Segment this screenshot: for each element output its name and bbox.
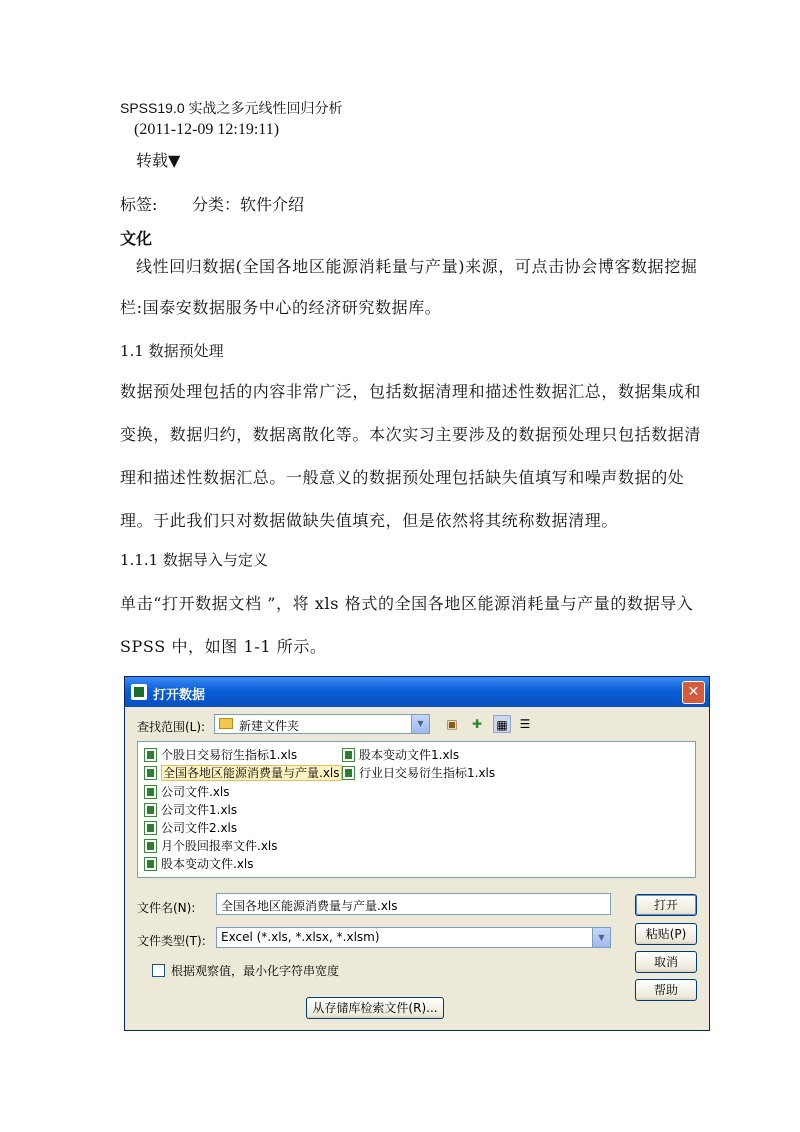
- list-item[interactable]: 公司文件2.xls: [144, 819, 237, 837]
- help-button[interactable]: 帮助: [635, 979, 697, 1001]
- new-folder-icon[interactable]: ✚: [471, 717, 483, 731]
- list-item[interactable]: 公司文件.xls: [144, 783, 230, 801]
- category-label: 分类：软件介绍: [192, 195, 305, 214]
- excel-file-icon: [144, 766, 157, 780]
- paragraph-line: 理和描述性数据汇总。一般意义的数据预处理包括缺失值填写和噪声数据的处: [120, 468, 685, 487]
- list-item[interactable]: 股本变动文件.xls: [144, 855, 254, 873]
- paragraph-line: 理。于此我们只对数据做缺失值填充，但是依然将其统称数据清理。: [120, 511, 619, 530]
- subsection-heading: 1.1.1 数据导入与定义: [120, 551, 268, 569]
- list-item[interactable]: 公司文件1.xls: [144, 801, 237, 819]
- chevron-down-icon[interactable]: ▼: [592, 928, 610, 947]
- chevron-down-icon[interactable]: ▼: [411, 715, 429, 733]
- file-type-combo[interactable]: [216, 927, 611, 948]
- checkbox-label: 根据观察值，最小化字符串宽度: [171, 964, 340, 978]
- up-folder-icon[interactable]: ▣: [446, 717, 458, 731]
- details-view-icon[interactable]: ☰: [519, 717, 531, 731]
- file-type-label: 文件类型(T):: [137, 934, 206, 948]
- file-name-label: 文件名(N):: [137, 901, 196, 915]
- paragraph-line: 线性回归数据(全国各地区能源消耗量与产量)来源，可点击协会博客数据挖掘: [136, 257, 698, 276]
- list-item[interactable]: 行业日交易衍生指标1.xls: [342, 764, 495, 782]
- list-item[interactable]: 个股日交易衍生指标1.xls: [144, 746, 297, 764]
- list-view-icon[interactable]: ▦: [493, 715, 511, 733]
- look-in-combo[interactable]: [214, 714, 430, 734]
- file-type-value: Excel (*.xls, *.xlsx, *.xlsm): [221, 930, 380, 944]
- excel-file-icon: [144, 821, 157, 835]
- list-item[interactable]: 股本变动文件1.xls: [342, 746, 459, 764]
- excel-file-icon: [144, 748, 157, 762]
- excel-file-icon: [144, 803, 157, 817]
- minimize-width-checkbox[interactable]: [152, 964, 165, 977]
- paragraph-line: 单击“打开数据文档 ”，将 xls 格式的全国各地区能源消耗量与产量的数据导入: [120, 594, 694, 613]
- open-data-dialog: [124, 676, 710, 1031]
- file-name-field[interactable]: 全国各地区能源消费量与产量.xls: [216, 893, 611, 915]
- list-item[interactable]: 月个股回报率文件.xls: [144, 837, 278, 855]
- list-item-selected[interactable]: 全国各地区能源消费量与产量.xls: [144, 764, 342, 782]
- section-heading: 1.1 数据预处理: [120, 342, 224, 360]
- retrieve-from-repository-button[interactable]: 从存储库检索文件(R)...: [306, 997, 444, 1019]
- excel-file-icon: [342, 766, 355, 780]
- paragraph-line: 变换，数据归约，数据离散化等。本次实习主要涉及的数据预处理只包括数据清: [120, 425, 702, 444]
- doc-date: (2011-12-09 12:19:11): [134, 121, 280, 138]
- file-list[interactable]: [137, 741, 696, 878]
- excel-file-icon: [144, 839, 157, 853]
- open-button[interactable]: 打开: [635, 894, 697, 916]
- excel-file-icon: [144, 857, 157, 871]
- cancel-button[interactable]: 取消: [635, 951, 697, 973]
- paragraph-line: 栏:国泰安数据服务中心的经济研究数据库。: [120, 298, 442, 317]
- dialog-title: 打开数据: [153, 688, 206, 703]
- doc-title: SPSS19.0 实战之多元线性回归分析: [120, 100, 343, 116]
- tags-row: [120, 192, 304, 215]
- paragraph-line: 数据预处理包括的内容非常广泛，包括数据清理和描述性数据汇总，数据集成和: [120, 382, 702, 401]
- close-button[interactable]: ✕: [682, 681, 705, 704]
- look-in-label: 查找范围(L):: [137, 720, 206, 734]
- dialog-titlebar[interactable]: [125, 677, 709, 707]
- look-in-value: 新建文件夹: [239, 719, 300, 733]
- paste-button[interactable]: 粘贴(P): [635, 923, 697, 945]
- culture-heading: 文化: [120, 229, 153, 248]
- reprint-link[interactable]: 转载▼: [136, 151, 181, 170]
- excel-file-icon: [342, 748, 355, 762]
- spss-app-icon: [131, 684, 147, 700]
- paragraph-line: SPSS 中，如图 1-1 所示。: [120, 637, 327, 656]
- tags-label: 标签:: [120, 195, 158, 214]
- folder-icon: [219, 718, 233, 729]
- excel-file-icon: [144, 785, 157, 799]
